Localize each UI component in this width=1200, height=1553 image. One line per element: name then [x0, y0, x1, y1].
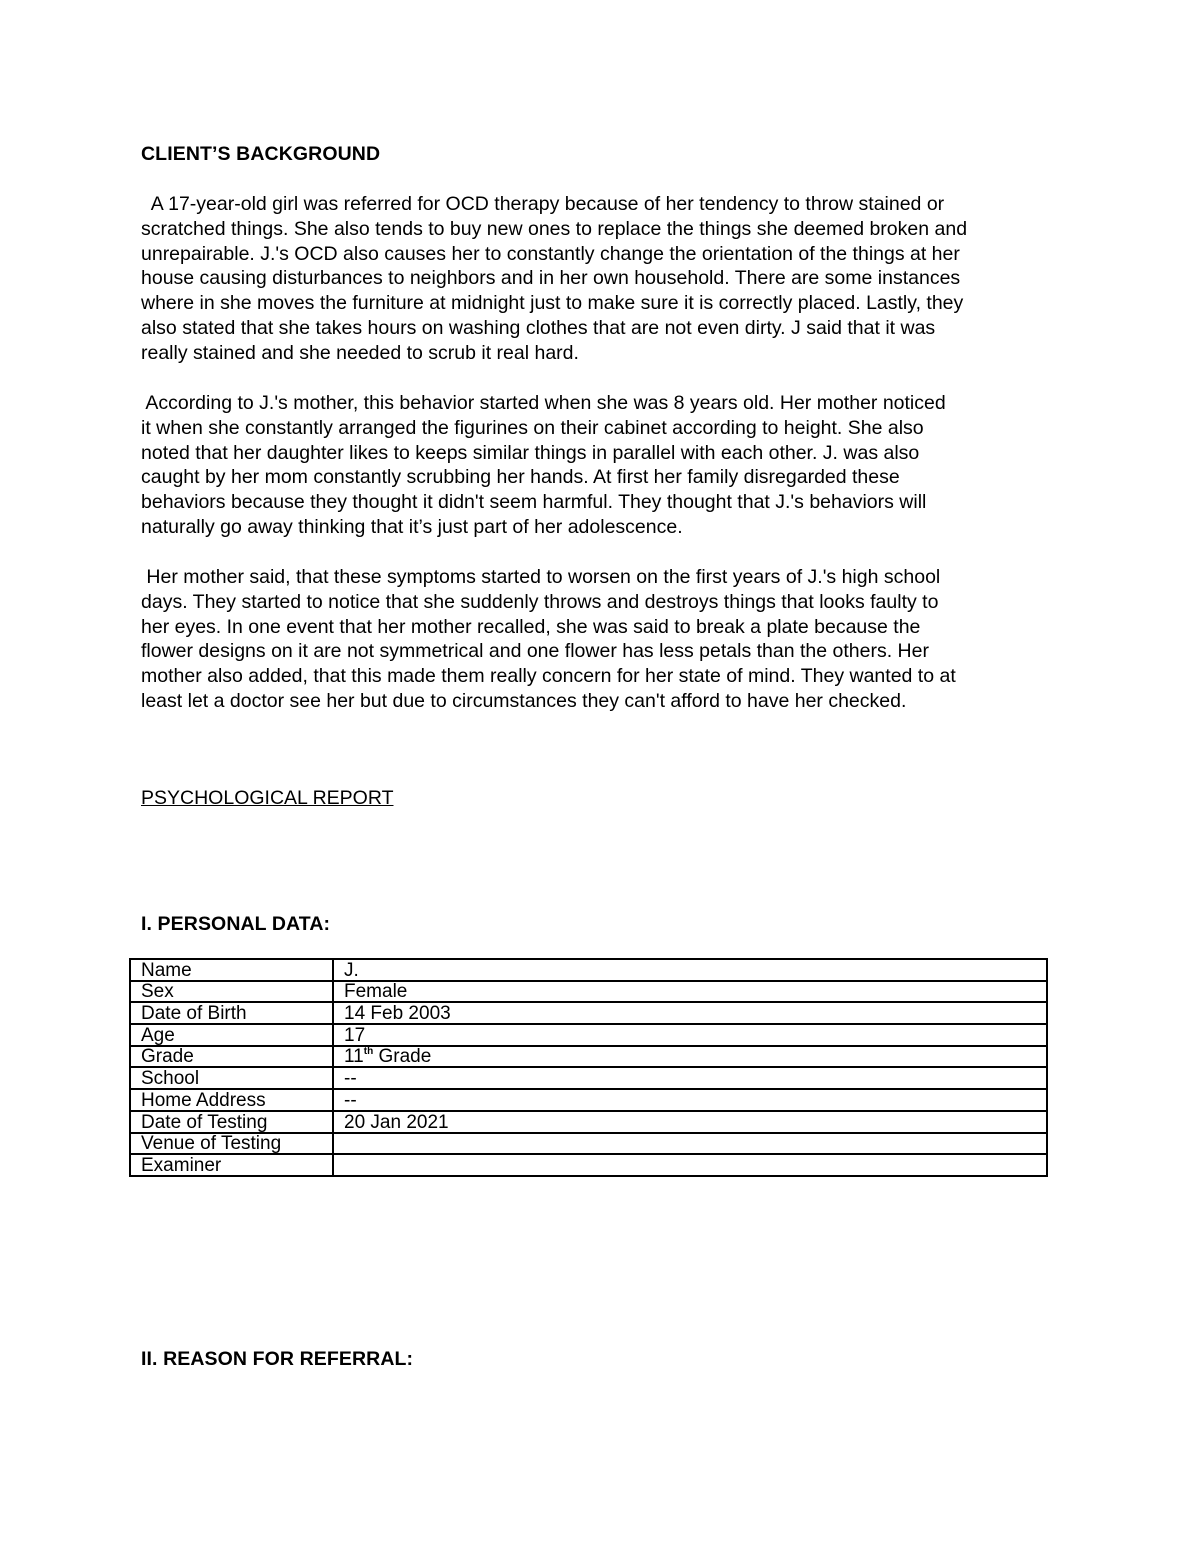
paragraph-line: her eyes. In one event that her mother recalled, she was said to break a plate because the [141, 615, 921, 638]
grade-ordinal-suffix: th [363, 1046, 374, 1058]
row-label-grade: Grade [130, 1046, 333, 1068]
paragraph-line: caught by her mom constantly scrubbing her hands. At first her family disregarded these [141, 466, 900, 489]
row-value-venue-of-testing [333, 1133, 1047, 1155]
paragraph-line: house causing disturbances to neighbors and in her own household. There are some instances [141, 267, 961, 290]
table-row [130, 1024, 1047, 1046]
client-background-heading: CLIENT’S BACKGROUND [141, 143, 381, 165]
row-label-date-of-birth: Date of Birth [130, 1002, 333, 1024]
table-row [130, 1089, 1047, 1111]
paragraph-line: really stained and she needed to scrub it real hard. [141, 341, 579, 364]
personal-data-table [129, 958, 1048, 1177]
row-label-name: Name [130, 959, 333, 981]
row-label-age: Age [130, 1024, 333, 1046]
paragraph-line: According to J.'s mother, this behavior started when she was 8 years old. Her mother noticed [141, 392, 946, 414]
paragraph-line: mother also added, that this made them really concern for her state of mind. They wanted to at [141, 665, 956, 688]
paragraph-line: A 17-year-old girl was referred for OCD therapy because of her tendency to throw stained or [141, 193, 945, 215]
background-paragraph-1 [141, 192, 1066, 366]
grade-word: Grade [373, 1046, 432, 1068]
table-row [130, 1133, 1047, 1155]
table-row [130, 1002, 1047, 1024]
table-row [130, 1067, 1047, 1089]
paragraph-line: noted that her daughter likes to keeps similar things in parallel with each other. J. was also [141, 441, 920, 464]
background-paragraph-3 [141, 565, 1066, 714]
row-label-date-of-testing: Date of Testing [130, 1111, 333, 1133]
table-row [130, 981, 1047, 1003]
background-paragraph-2 [141, 391, 1066, 540]
paragraph-line: least let a doctor see her but due to circumstances they can't afford to have her checked. [141, 689, 907, 712]
row-value-school: -- [333, 1067, 1047, 1089]
row-label-venue-of-testing: Venue of Testing [130, 1133, 333, 1155]
row-label-home-address: Home Address [130, 1089, 333, 1111]
row-label-sex: Sex [130, 981, 333, 1003]
paragraph-line: naturally go away thinking that it’s just part of her adolescence. [141, 515, 683, 538]
row-value-sex: Female [333, 981, 1047, 1003]
row-label-examiner: Examiner [130, 1154, 333, 1176]
reason-for-referral-heading: II. REASON FOR REFERRAL: [141, 1348, 414, 1370]
row-label-school: School [130, 1067, 333, 1089]
table-row [130, 1154, 1047, 1176]
paragraph-line: also stated that she takes hours on washing clothes that are not even dirty. J said that it was [141, 316, 936, 339]
row-value-home-address: -- [333, 1089, 1047, 1111]
paragraph-line: unrepairable. J.'s OCD also causes her to constantly change the orientation of the things at her [141, 242, 960, 265]
table-row [130, 959, 1047, 981]
paragraph-line: scratched things. She also tends to buy new ones to replace the things she deemed broken and [141, 217, 968, 240]
grade-number: 11 [344, 1046, 364, 1068]
row-value-grade [333, 1046, 1047, 1068]
paragraph-line: it when she constantly arranged the figurines on their cabinet according to height. She also [141, 416, 924, 439]
row-value-examiner [333, 1154, 1047, 1176]
paragraph-line: behaviors because they thought it didn't seem harmful. They thought that J.'s behaviors will [141, 491, 927, 514]
paragraph-line: flower designs on it are not symmetrical and one flower has less petals than the others. Her [141, 640, 929, 663]
row-value-date-of-testing: 20 Jan 2021 [333, 1111, 1047, 1133]
paragraph-line: Her mother said, that these symptoms started to worsen on the first years of J.'s high school [141, 566, 941, 588]
paragraph-line: days. They started to notice that she suddenly throws and destroys things that looks faulty to [141, 590, 939, 613]
table-row [130, 1111, 1047, 1133]
psychological-report-title: PSYCHOLOGICAL REPORT [141, 787, 394, 809]
table-row [130, 1046, 1047, 1068]
row-value-name: J. [333, 959, 1047, 981]
paragraph-line: where in she moves the furniture at midnight just to make sure it is correctly placed. Lastly, they [141, 292, 964, 315]
row-value-age: 17 [333, 1024, 1047, 1046]
row-value-date-of-birth: 14 Feb 2003 [333, 1002, 1047, 1024]
personal-data-heading: I. PERSONAL DATA: [141, 913, 331, 935]
